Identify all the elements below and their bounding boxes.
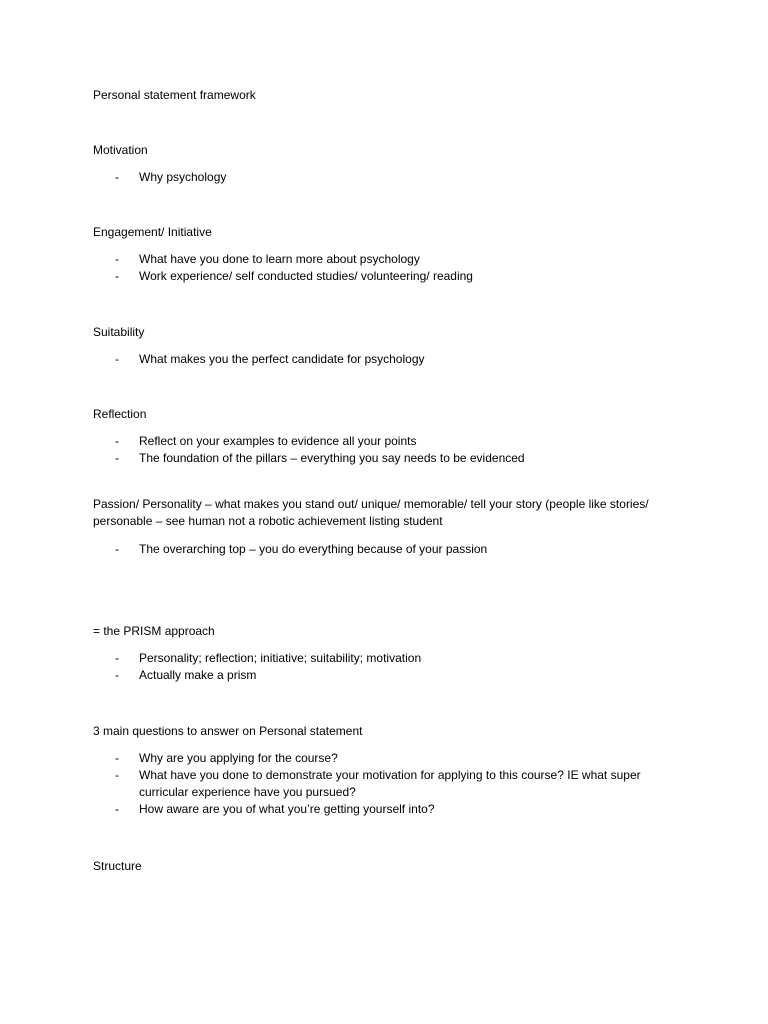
bullet-dash: - [115,434,119,448]
list-item-text: Work experience/ self conducted studies/ volunteering/ reading [139,269,473,283]
bullet-dash: - [115,651,119,665]
list-item [93,251,673,268]
bullet-dash: - [115,768,119,782]
bullet-dash: - [115,252,119,266]
bullet-list-passion [93,541,673,558]
list-item-text: What have you done to demonstrate your motivation for applying to this course? IE what super curricular experience have you pursued? [139,768,641,799]
list-item-text: Actually make a prism [139,668,257,682]
list-item-text: How aware are you of what you’re getting yourself into? [139,802,435,816]
list-item [93,801,673,818]
list-item-text: Why are you applying for the course? [139,751,338,765]
bullet-list-suitability [93,351,673,368]
bullet-dash: - [115,542,119,556]
list-item [93,351,673,368]
list-item [93,450,673,467]
list-item-text: What have you done to learn more about psychology [139,252,420,266]
list-item [93,650,673,667]
bullet-dash: - [115,269,119,283]
section-heading-prism: = the PRISM approach [93,624,215,638]
bullet-dash: - [115,451,119,465]
bullet-list-engagement [93,251,673,285]
bullet-dash: - [115,352,119,366]
bullet-dash: - [115,751,119,765]
list-item [93,169,673,186]
list-item [93,750,673,767]
bullet-list-reflection [93,433,673,467]
section-heading-suitability: Suitability [93,325,145,339]
bullet-dash: - [115,170,119,184]
document-title: Personal statement framework [93,88,256,102]
list-item-text: Personality; reflection; initiative; suitability; motivation [139,651,422,665]
section-heading-questions: 3 main questions to answer on Personal statement [93,724,363,738]
list-item-text: The foundation of the pillars – everything you say needs to be evidenced [139,451,525,465]
bullet-list-questions [93,750,673,818]
list-item [93,667,673,684]
list-item-text: Reflect on your examples to evidence all your points [139,434,417,448]
list-item-text: Why psychology [139,170,227,184]
section-heading-passion: Passion/ Personality – what makes you stand out/ unique/ memorable/ tell your story (people like stories/ personable – see human not a robotic achievement listing student [93,497,649,528]
bullet-list-prism [93,650,673,684]
list-item [93,767,673,801]
bullet-list-motivation [93,169,673,186]
list-item-text: What makes you the perfect candidate for psychology [139,352,425,366]
bullet-dash: - [115,802,119,816]
list-item [93,541,673,558]
section-heading-engagement: Engagement/ Initiative [93,225,212,239]
list-item [93,433,673,450]
list-item-text: The overarching top – you do everything because of your passion [139,542,488,556]
section-heading-reflection: Reflection [93,407,147,421]
bullet-dash: - [115,668,119,682]
section-heading-motivation: Motivation [93,143,148,157]
list-item [93,268,673,285]
section-heading-structure: Structure [93,859,142,873]
